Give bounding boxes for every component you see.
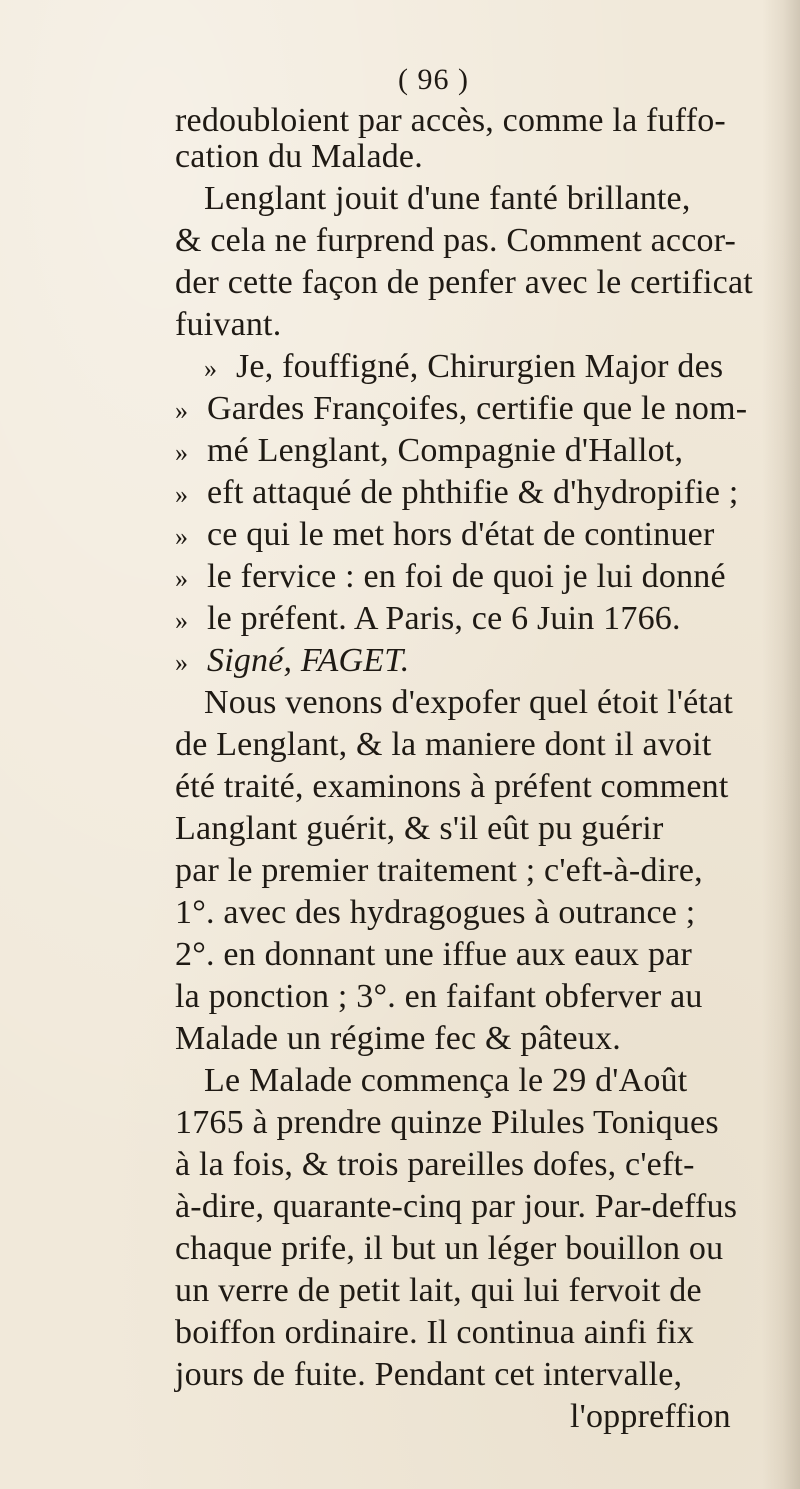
text-line: par le premier traitement ; c'eft-à-dire, (175, 852, 703, 889)
quote-mark: » (175, 564, 189, 594)
text-line: Malade un régime fec & pâteux. (175, 1020, 621, 1057)
quote-mark: » (175, 438, 189, 468)
quote-mark: » (175, 522, 189, 552)
text-line: der cette façon de penfer avec le certificat (175, 264, 753, 301)
text-line: été traité, examinons à préfent comment (175, 768, 729, 805)
quote-mark: » (175, 396, 189, 426)
quoted-line (175, 556, 726, 598)
text-line: 2°. en donnant une iffue aux eaux par (175, 936, 692, 973)
signature-line: Signé, FAGET. (207, 642, 410, 679)
quoted-line (175, 472, 739, 514)
quoted-line (175, 514, 715, 556)
quoted-line (175, 430, 683, 472)
text-line: Langlant guérit, & s'il eût pu guérir (175, 810, 664, 847)
text-line: un verre de petit lait, qui lui fervoit de (175, 1272, 702, 1309)
text-line: cation du Malade. (175, 138, 423, 175)
text-line: redoubloient par accès, comme la fuffo- (175, 102, 726, 139)
text-line: 1°. avec des hydragogues à outrance ; (175, 894, 696, 931)
quote-mark: » (175, 606, 189, 636)
page-number: ( 96 ) (398, 63, 469, 96)
text-line: fuivant. (175, 306, 282, 343)
text-line: à la fois, & trois pareilles dofes, c'eft- (175, 1146, 695, 1183)
text-line: Je, fouffigné, Chirurgien Major des (236, 348, 724, 385)
quoted-line (175, 388, 747, 430)
text-line: chaque prife, il but un léger bouillon ou (175, 1230, 724, 1267)
text-line: Lenglant jouit d'une fanté brillante, (204, 180, 691, 217)
text-line: ce qui le met hors d'état de continuer (207, 516, 715, 553)
text-line: de Lenglant, & la maniere dont il avoit (175, 726, 712, 763)
quote-mark: » (175, 480, 189, 510)
quoted-line (204, 346, 723, 388)
text-line: boiffon ordinaire. Il continua ainfi fix (175, 1314, 695, 1351)
text-line: jours de fuite. Pendant cet intervalle, (175, 1356, 683, 1393)
text-line: & cela ne furprend pas. Comment accor- (175, 222, 737, 259)
text-line: Le Malade commença le 29 d'Août (204, 1062, 688, 1099)
text-line: Gardes Françoifes, certifie que le nom- (207, 390, 748, 427)
quoted-line (175, 640, 410, 682)
text-line: à-dire, quarante-cinq par jour. Par-deffus (175, 1188, 738, 1225)
text-line: mé Lenglant, Compagnie d'Hallot, (207, 432, 684, 469)
catchword-line: l'oppreffion (570, 1398, 731, 1435)
text-line: le fervice : en foi de quoi je lui donné (207, 558, 726, 595)
page-edge-shadow (762, 0, 800, 1489)
text-line: Nous venons d'expofer quel étoit l'état (204, 684, 733, 721)
quote-mark: » (204, 354, 218, 384)
text-line: la ponction ; 3°. en faifant obferver au (175, 978, 703, 1015)
text-line: le préfent. A Paris, ce 6 Juin 1766. (207, 600, 681, 637)
quoted-line (175, 598, 681, 640)
text-line: eft attaqué de phthifie & d'hydropifie ; (207, 474, 739, 511)
text-line: 1765 à prendre quinze Pilules Toniques (175, 1104, 719, 1141)
quote-mark: » (175, 648, 189, 678)
